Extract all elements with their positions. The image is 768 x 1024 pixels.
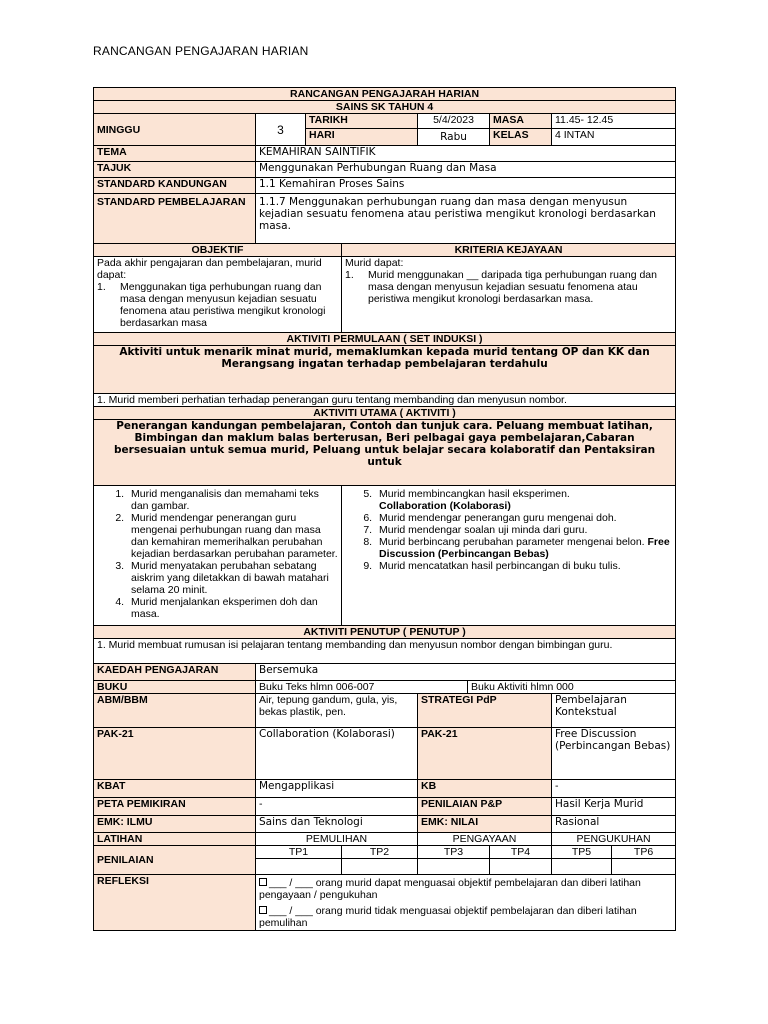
kaedah-label: KAEDAH PENGAJARAN xyxy=(94,664,256,681)
standard-kandungan-label: STANDARD KANDUNGAN xyxy=(94,178,256,194)
tp1: TP1 xyxy=(256,846,342,859)
masa-label: MASA xyxy=(490,114,552,129)
plan-subtitle: SAINS SK TAHUN 4 xyxy=(94,101,676,114)
utama-header: AKTIVITI UTAMA ( AKTIVITI ) xyxy=(94,407,676,420)
latihan-pengukuhan: PENGUKUHAN xyxy=(552,833,676,846)
latihan-pemulihan: PEMULIHAN xyxy=(256,833,418,846)
utama-item-6: 6. Murid mendengar penerangan guru mengenai doh. xyxy=(375,512,672,524)
tp2-box[interactable] xyxy=(342,859,418,875)
kb-value: - xyxy=(552,780,676,798)
pak21-value: Collaboration (Kolaborasi) xyxy=(256,728,418,780)
hari-value: Rabu xyxy=(418,129,490,146)
refleksi-line-2: ___ / ___ orang murid tidak menguasai objektif pembelajaran dan diberi latihan pemulihan xyxy=(259,905,637,929)
tp6: TP6 xyxy=(612,846,676,859)
kelas-label: KELAS xyxy=(490,129,552,146)
kbat-label: KBAT xyxy=(94,780,256,798)
penilaian-label: PENILAIAN xyxy=(94,846,256,875)
penutup-item: 1. Murid membuat rumusan isi pelajaran tentang membanding dan menyusun nombor dengan bimbingan guru. xyxy=(94,639,676,664)
utama-item-8: 8. Murid berbincang perubahan parameter mengenai belon. Free Discussion (Perbincangan Bebas) xyxy=(375,536,672,560)
penutup-header: AKTIVITI PENUTUP ( PENUTUP ) xyxy=(94,626,676,639)
peta-value: - xyxy=(256,798,418,816)
tema-label: TEMA xyxy=(94,146,256,162)
emk-nilai-value: Rasional xyxy=(552,816,676,833)
hari-label: HARI xyxy=(306,129,418,146)
kriteria-item: 1. Murid menggunakan __ daripada tiga perhubungan ruang dan masa dengan menyusun kejadian sesuatu fenomena atau peristiwa mengikut kronologi berdasarkan masa. xyxy=(345,269,657,305)
tp5-box[interactable] xyxy=(552,859,612,875)
tajuk-label: TAJUK xyxy=(94,162,256,178)
tp6-box[interactable] xyxy=(612,859,676,875)
standard-kandungan-value: 1.1 Kemahiran Proses Sains xyxy=(256,178,676,194)
objektif-header: OBJEKTIF xyxy=(94,244,342,257)
abm-value: Air, tepung gandum, gula, yis, bekas plastik, pen. xyxy=(256,694,418,728)
tarikh-value: 5/4/2023 xyxy=(418,114,490,129)
tp1-box[interactable] xyxy=(256,859,342,875)
minggu-value: 3 xyxy=(256,114,306,146)
abm-label: ABM/BBM xyxy=(94,694,256,728)
tarikh-label: TARIKH xyxy=(306,114,418,129)
utama-item-1: 1. Murid menganalisis dan memahami teks dan gambar. xyxy=(127,488,338,512)
utama-item-7: 7. Murid mendengar soalan uji minda dari guru. xyxy=(375,524,672,536)
kaedah-value: Bersemuka xyxy=(256,664,676,681)
objektif-intro: Pada akhir pengajaran dan pembelajaran, murid dapat: xyxy=(97,257,322,281)
utama-item-3: 3. Murid menyatakan perubahan sebatang aiskrim yang diletakkan di bawah matahari selama 20 minit. xyxy=(127,560,338,596)
kriteria-content xyxy=(342,257,676,333)
kb-label: KB xyxy=(418,780,552,798)
utama-item-2: 2. Murid mendengar penerangan guru mengenai perhubungan ruang dan masa dan kemahiran memerihalkan perubahan kejadian berdasarkan perubahan parameter. xyxy=(127,512,338,560)
utama-left-list xyxy=(94,486,342,626)
objektif-content xyxy=(94,257,342,333)
standard-pembelajaran-value: 1.1.7 Menggunakan perhubungan ruang dan masa dengan menyusun kejadian sesuatu fenomena atau peristiwa mengikut kronologi berdasarkan masa. xyxy=(256,194,676,244)
standard-pembelajaran-label: STANDARD PEMBELAJARAN xyxy=(94,194,256,244)
refleksi-line-1: ___ / ___ orang murid dapat menguasai objektif pembelajaran dan diberi latihan pengayaan / pengukuhan xyxy=(259,877,641,901)
utama-right-list xyxy=(342,486,676,626)
tp4-box[interactable] xyxy=(490,859,552,875)
buku-aktiviti: Buku Aktiviti hlmn 000 xyxy=(468,681,676,694)
checkbox-icon[interactable] xyxy=(259,878,267,886)
utama-banner: Penerangan kandungan pembelajaran, Contoh dan tunjuk cara. Peluang membuat latihan, Bimbingan dan maklum balas berterusan, Beri pelbagai gaya pembelajaran,Cabaran bersesuaian untuk semua murid, Peluang untuk belajar secara kolaboratif dan Pentaksiran untuk xyxy=(94,420,676,486)
emk-ilmu-label: EMK: ILMU xyxy=(94,816,256,833)
peta-label: PETA PEMIKIRAN xyxy=(94,798,256,816)
pak21-label-2: PAK-21 xyxy=(418,728,552,780)
tajuk-value: Menggunakan Perhubungan Ruang dan Masa xyxy=(256,162,676,178)
latihan-pengayaan: PENGAYAAN xyxy=(418,833,552,846)
kelas-value: 4 INTAN xyxy=(552,129,676,146)
buku-label: BUKU xyxy=(94,681,256,694)
strategi-label: STRATEGI PdP xyxy=(418,694,552,728)
masa-value: 11.45- 12.45 xyxy=(552,114,676,129)
permulaan-item: 1. Murid memberi perhatian terhadap penerangan guru tentang membanding dan menyusun nombor. xyxy=(94,394,676,407)
emk-ilmu-value: Sains dan Teknologi xyxy=(256,816,418,833)
pak21-label: PAK-21 xyxy=(94,728,256,780)
refleksi-content xyxy=(256,875,676,931)
penilaian-pp-value: Hasil Kerja Murid xyxy=(552,798,676,816)
kriteria-header: KRITERIA KEJAYAAN xyxy=(342,244,676,257)
tp3-box[interactable] xyxy=(418,859,490,875)
strategi-value: Pembelajaran Kontekstual xyxy=(552,694,676,728)
utama-item-9: 9. Murid mencatatkan hasil perbincangan di buku tulis. xyxy=(375,560,672,572)
utama-item-4: 4. Murid menjalankan eksperimen doh dan masa. xyxy=(127,596,338,620)
tp4: TP4 xyxy=(490,846,552,859)
tp5: TP5 xyxy=(552,846,612,859)
checkbox-icon[interactable] xyxy=(259,906,267,914)
latihan-label: LATIHAN xyxy=(94,833,256,846)
permulaan-header: AKTIVITI PERMULAAN ( SET INDUKSI ) xyxy=(94,333,676,346)
emk-nilai-label: EMK: NILAI xyxy=(418,816,552,833)
minggu-label: MINGGU xyxy=(94,114,256,146)
kbat-value: Mengapplikasi xyxy=(256,780,418,798)
tp2: TP2 xyxy=(342,846,418,859)
tema-value: KEMAHIRAN SAINTIFIK xyxy=(256,146,676,162)
tp3: TP3 xyxy=(418,846,490,859)
kriteria-intro: Murid dapat: xyxy=(345,257,404,269)
pak21-value-2: Free Discussion (Perbincangan Bebas) xyxy=(552,728,676,780)
utama-item-5: 5. Murid membincangkan hasil eksperimen. Collaboration (Kolaborasi) xyxy=(375,488,672,512)
buku-teks: Buku Teks hlmn 006-007 xyxy=(256,681,468,694)
objektif-item: 1. Menggunakan tiga perhubungan ruang dan masa dengan menyusun kejadian sesuatu fenomena atau peristiwa mengikut kronologi berdasarkan masa xyxy=(97,281,326,329)
document-title: RANCANGAN PENGAJARAN HARIAN xyxy=(93,44,309,58)
lesson-plan-table xyxy=(93,87,676,931)
refleksi-label: REFLEKSI xyxy=(94,875,256,931)
permulaan-banner: Aktiviti untuk menarik minat murid, memaklumkan kepada murid tentang OP dan KK dan Merangsang ingatan terhadap pembelajaran terdahulu xyxy=(94,346,676,394)
penilaian-pp-label: PENILAIAN P&P xyxy=(418,798,552,816)
plan-title: RANCANGAN PENGAJARAH HARIAN xyxy=(94,88,676,101)
